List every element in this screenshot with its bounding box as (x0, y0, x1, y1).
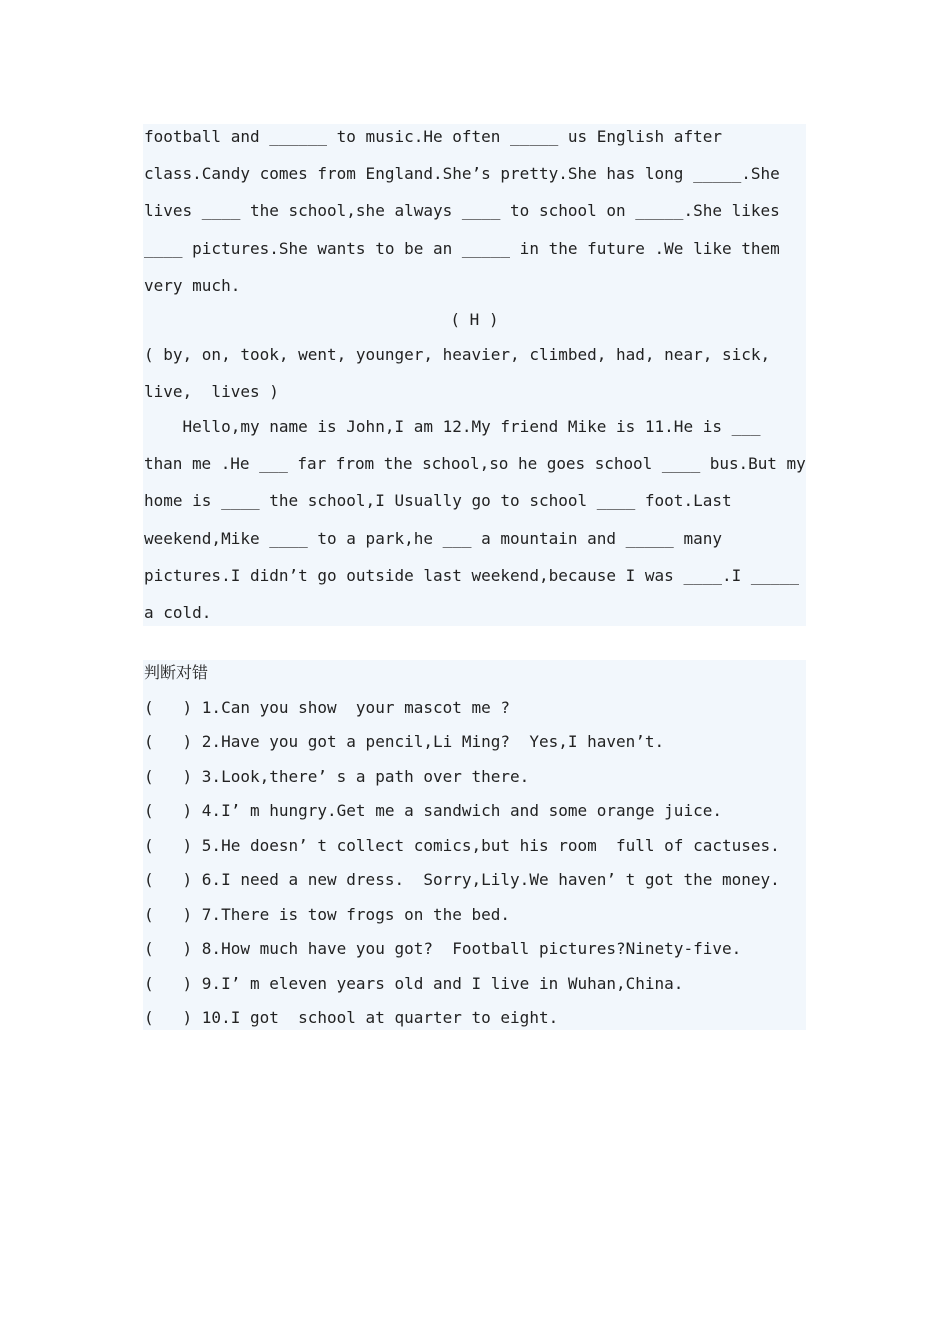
question-item: ( ) 8.How much have you got? Football pictures?Ninety-five. (144, 939, 742, 958)
question-item: ( ) 4.I’ m hungry.Get me a sandwich and some orange juice. (144, 801, 722, 820)
question-item: ( ) 5.He doesn’ t collect comics,but his room full of cactuses. (144, 836, 780, 855)
question-item: ( ) 10.I got school at quarter to eight. (144, 1008, 559, 1027)
question-item: ( ) 1.Can you show your mascot me ? (144, 698, 511, 717)
passage-line: lives ____ the school,she always ____ to school on _____.She likes (144, 201, 780, 220)
passage-line: football and ______ to music.He often _____ us English after (144, 127, 722, 146)
question-item: ( ) 2.Have you got a pencil,Li Ming? Yes,I haven’t. (144, 732, 665, 751)
exercise-text-block (143, 124, 806, 626)
passage-line: pictures.I didn’t go outside last weekend,because I was ____.I _____ (144, 566, 800, 585)
passage-line: home is ____ the school,I Usually go to school ____ foot.Last (144, 491, 732, 510)
passage-line: very much. (144, 276, 241, 295)
passage-line: class.Candy comes from England.She’s pretty.She has long _____.She (144, 164, 780, 183)
word-bank-line: ( by, on, took, went, younger, heavier, climbed, had, near, sick, (144, 345, 771, 364)
word-bank-line: live, lives ) (144, 382, 279, 401)
passage-line: ____ pictures.She wants to be an _____ in the future .We like them (144, 239, 780, 258)
question-item: ( ) 7.There is tow frogs on the bed. (144, 905, 511, 924)
passage-line: than me .He ___ far from the school,so he goes school ____ bus.But my (144, 454, 806, 473)
question-item: ( ) 9.I’ m eleven years old and I live in Wuhan,China. (144, 974, 684, 993)
question-item: ( ) 6.I need a new dress. Sorry,Lily.We haven’ t got the money. (144, 870, 780, 889)
section-title: 判断对错 (144, 663, 209, 682)
passage-line: a cold. (144, 603, 212, 622)
passage-line: Hello,my name is John,I am 12.My friend Mike is 11.He is ___ (144, 417, 761, 436)
section-label: ( H ) (450, 310, 499, 329)
true-false-block (143, 660, 806, 1030)
question-item: ( ) 3.Look,there’ s a path over there. (144, 767, 530, 786)
passage-line: weekend,Mike ____ to a park,he ___ a mountain and _____ many (144, 529, 722, 548)
